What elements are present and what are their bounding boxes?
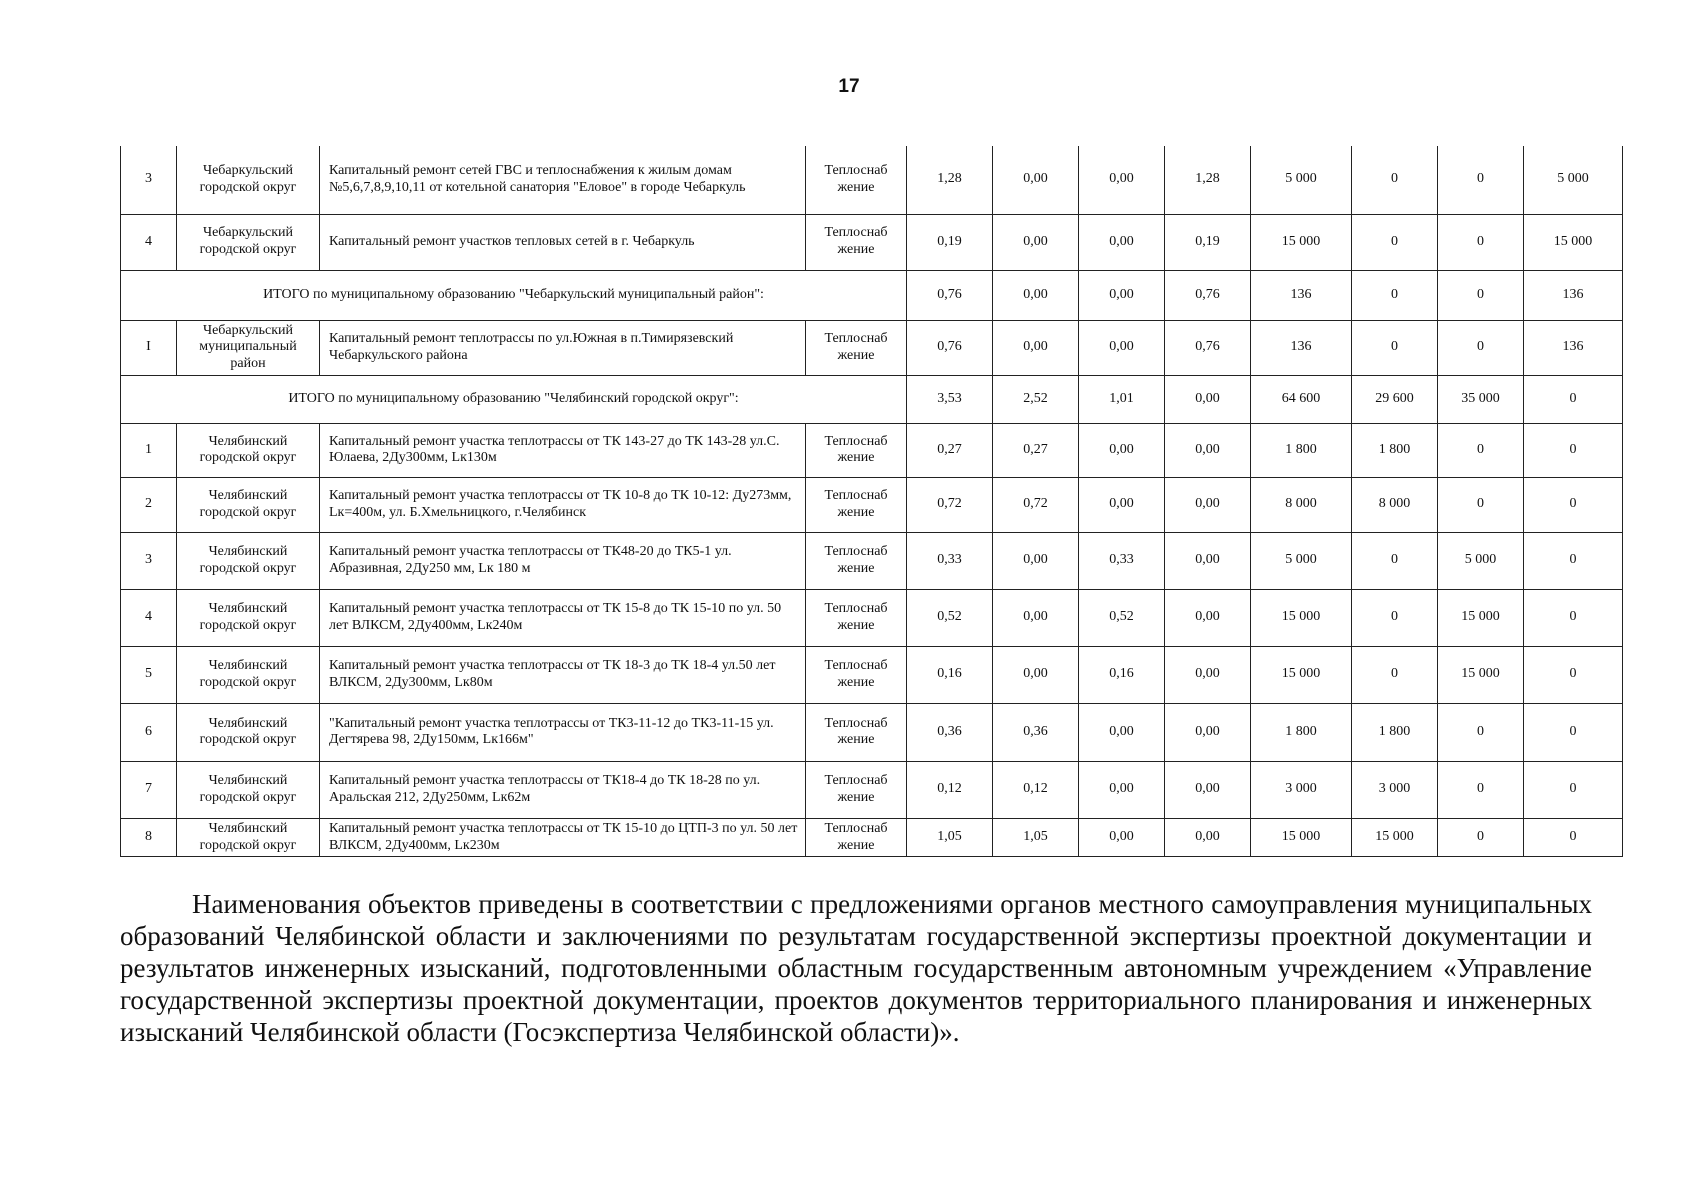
row-number-cell: 4: [121, 214, 177, 270]
value-cell: 0,00: [1079, 703, 1165, 761]
value-cell: 8 000: [1352, 477, 1438, 532]
value-cell: 15 000: [1251, 214, 1352, 270]
table-row: [121, 320, 1623, 375]
object-name-cell: Капитальный ремонт участков тепловых сетей в г. Чебаркуль: [320, 214, 806, 270]
value-cell: 3 000: [1352, 761, 1438, 818]
value-cell: 5 000: [1251, 532, 1352, 589]
row-number-cell: 1: [121, 423, 177, 477]
work-type-cell: Теплоснаб жение: [806, 214, 907, 270]
municipality-cell: Чебаркульский городской округ: [177, 146, 320, 214]
municipality-cell: Челябинский городской округ: [177, 646, 320, 703]
value-cell: 0: [1438, 320, 1524, 375]
value-cell: 3,53: [907, 375, 993, 423]
value-cell: 0: [1352, 320, 1438, 375]
value-cell: 1 800: [1352, 703, 1438, 761]
row-number-cell: I: [121, 320, 177, 375]
value-cell: 0,76: [907, 320, 993, 375]
value-cell: 1,28: [907, 146, 993, 214]
total-label-cell: ИТОГО по муниципальному образованию "Челябинский городской округ":: [121, 375, 907, 423]
value-cell: 0: [1524, 477, 1623, 532]
value-cell: 0,00: [1165, 423, 1251, 477]
value-cell: 1,01: [1079, 375, 1165, 423]
table-row: [121, 423, 1623, 477]
value-cell: 0,12: [907, 761, 993, 818]
value-cell: 0,00: [993, 146, 1079, 214]
value-cell: 5 000: [1438, 532, 1524, 589]
value-cell: 0: [1438, 214, 1524, 270]
object-name-cell: Капитальный ремонт участка теплотрассы от ТК 15-8 до ТК 15-10 по ул. 50 лет ВЛКСМ, 2Ду400мм, Lк240м: [320, 589, 806, 646]
row-number-cell: 7: [121, 761, 177, 818]
value-cell: 0,00: [1165, 477, 1251, 532]
value-cell: 0,76: [1165, 320, 1251, 375]
value-cell: 136: [1251, 320, 1352, 375]
work-type-cell: Теплоснаб жение: [806, 646, 907, 703]
value-cell: 15 000: [1524, 214, 1623, 270]
value-cell: 0: [1524, 818, 1623, 857]
value-cell: 0: [1524, 423, 1623, 477]
table-row: [121, 146, 1623, 214]
value-cell: 0,00: [1165, 532, 1251, 589]
value-cell: 0,00: [1079, 320, 1165, 375]
value-cell: 0,33: [907, 532, 993, 589]
value-cell: 1 800: [1251, 703, 1352, 761]
table-body: [121, 146, 1623, 857]
explanatory-paragraph: Наименования объектов приведены в соответствии с предложениями органов местного самоуправления муниципальных образований Челябинской области и заключениями по результатам государственной экспертизы проектной документации и результатов инженерных изысканий, подготовленными областным государственным автономным учреждением «Управление государственной экспертизы проектной документации, проектов документов территориального планирования и инженерных изысканий Челябинской области (Госэкспертиза Челябинской области)».: [120, 889, 1592, 1047]
work-type-cell: Теплоснаб жение: [806, 703, 907, 761]
value-cell: 0,76: [907, 270, 993, 320]
value-cell: 0,16: [1079, 646, 1165, 703]
municipality-cell: Чебаркульский муниципальный район: [177, 320, 320, 375]
value-cell: 0: [1438, 146, 1524, 214]
value-cell: 29 600: [1352, 375, 1438, 423]
value-cell: 0,00: [1165, 375, 1251, 423]
object-name-cell: Капитальный ремонт участка теплотрассы от ТК 15-10 до ЦТП-3 по ул. 50 лет ВЛКСМ, 2Ду400мм, Lк230м: [320, 818, 806, 857]
work-type-cell: Теплоснаб жение: [806, 818, 907, 857]
row-number-cell: 2: [121, 477, 177, 532]
work-type-cell: Теплоснаб жение: [806, 532, 907, 589]
value-cell: 0: [1524, 375, 1623, 423]
table-row: [121, 818, 1623, 857]
value-cell: 0,00: [993, 320, 1079, 375]
value-cell: 64 600: [1251, 375, 1352, 423]
work-type-cell: Теплоснаб жение: [806, 761, 907, 818]
object-name-cell: Капитальный ремонт участка теплотрассы от ТК 10-8 до ТК 10-12: Ду273мм, Lк=400м, ул. Б.Хмельницкого, г.Челябинск: [320, 477, 806, 532]
municipality-cell: Челябинский городской округ: [177, 477, 320, 532]
value-cell: 0,00: [1165, 589, 1251, 646]
value-cell: 0,00: [993, 214, 1079, 270]
municipality-cell: Челябинский городской округ: [177, 532, 320, 589]
value-cell: 0,72: [993, 477, 1079, 532]
value-cell: 0,00: [1079, 818, 1165, 857]
value-cell: 136: [1251, 270, 1352, 320]
value-cell: 0: [1524, 646, 1623, 703]
value-cell: 0,00: [1165, 761, 1251, 818]
value-cell: 0,00: [993, 532, 1079, 589]
municipality-cell: Челябинский городской округ: [177, 423, 320, 477]
objects-table: [120, 146, 1623, 857]
value-cell: 0: [1352, 146, 1438, 214]
objects-table-container: [120, 146, 1622, 857]
value-cell: 0,00: [993, 646, 1079, 703]
total-label-cell: ИТОГО по муниципальному образованию "Чебаркульский муниципальный район":: [121, 270, 907, 320]
row-number-cell: 8: [121, 818, 177, 857]
value-cell: 0,00: [1079, 146, 1165, 214]
value-cell: 5 000: [1524, 146, 1623, 214]
value-cell: 1 800: [1352, 423, 1438, 477]
value-cell: 136: [1524, 270, 1623, 320]
object-name-cell: Капитальный ремонт теплотрассы по ул.Южная в п.Тимирязевский Чебаркульского района: [320, 320, 806, 375]
value-cell: 0: [1438, 423, 1524, 477]
value-cell: 0,52: [1079, 589, 1165, 646]
municipality-cell: Челябинский городской округ: [177, 818, 320, 857]
work-type-cell: Теплоснаб жение: [806, 477, 907, 532]
work-type-cell: Теплоснаб жение: [806, 423, 907, 477]
work-type-cell: Теплоснаб жение: [806, 320, 907, 375]
object-name-cell: Капитальный ремонт участка теплотрассы от ТК 143-27 до ТК 143-28 ул.С. Юлаева, 2Ду300мм, Lк130м: [320, 423, 806, 477]
value-cell: 0: [1524, 703, 1623, 761]
value-cell: 0,19: [1165, 214, 1251, 270]
object-name-cell: "Капитальный ремонт участка теплотрассы от ТК3-11-12 до ТК3-11-15 ул. Дегтярева 98, 2Ду150мм, Lк166м": [320, 703, 806, 761]
value-cell: 15 000: [1251, 589, 1352, 646]
value-cell: 35 000: [1438, 375, 1524, 423]
row-number-cell: 5: [121, 646, 177, 703]
value-cell: 0,19: [907, 214, 993, 270]
row-number-cell: 6: [121, 703, 177, 761]
value-cell: 1,05: [993, 818, 1079, 857]
object-name-cell: Капитальный ремонт сетей ГВС и теплоснабжения к жилым домам №5,6,7,8,9,10,11 от котельной санатория "Еловое" в городе Чебаркуль: [320, 146, 806, 214]
value-cell: 136: [1524, 320, 1623, 375]
value-cell: 0,00: [993, 270, 1079, 320]
object-name-cell: Капитальный ремонт участка теплотрассы от ТК48-20 до ТК5-1 ул. Абразивная, 2Ду250 мм, Lк 180 м: [320, 532, 806, 589]
value-cell: 0: [1438, 270, 1524, 320]
value-cell: 8 000: [1251, 477, 1352, 532]
value-cell: 0,52: [907, 589, 993, 646]
value-cell: 0,00: [993, 589, 1079, 646]
table-row: [121, 532, 1623, 589]
value-cell: 3 000: [1251, 761, 1352, 818]
value-cell: 15 000: [1251, 646, 1352, 703]
value-cell: 0,00: [1079, 477, 1165, 532]
table-row: [121, 646, 1623, 703]
row-number-cell: 3: [121, 146, 177, 214]
municipality-cell: Челябинский городской округ: [177, 589, 320, 646]
value-cell: 0,00: [1079, 761, 1165, 818]
value-cell: 0,00: [1165, 818, 1251, 857]
value-cell: 15 000: [1438, 589, 1524, 646]
value-cell: 15 000: [1438, 646, 1524, 703]
value-cell: 5 000: [1251, 146, 1352, 214]
value-cell: 0: [1352, 532, 1438, 589]
value-cell: 0: [1438, 761, 1524, 818]
value-cell: 0: [1352, 646, 1438, 703]
value-cell: 0,27: [993, 423, 1079, 477]
value-cell: 15 000: [1352, 818, 1438, 857]
table-row: [121, 761, 1623, 818]
row-number-cell: 4: [121, 589, 177, 646]
object-name-cell: Капитальный ремонт участка теплотрассы от ТК18-4 до ТК 18-28 по ул. Аральская 212, 2Ду250мм, Lк62м: [320, 761, 806, 818]
value-cell: 0,33: [1079, 532, 1165, 589]
value-cell: 0: [1352, 214, 1438, 270]
table-row: [121, 703, 1623, 761]
value-cell: 0: [1352, 270, 1438, 320]
value-cell: 0,36: [907, 703, 993, 761]
page-number: 17: [838, 76, 860, 97]
table-row: [121, 477, 1623, 532]
value-cell: 0,16: [907, 646, 993, 703]
value-cell: 0,76: [1165, 270, 1251, 320]
value-cell: 0,12: [993, 761, 1079, 818]
value-cell: 0,72: [907, 477, 993, 532]
total-row: [121, 270, 1623, 320]
value-cell: 0,00: [1079, 214, 1165, 270]
value-cell: 0: [1438, 477, 1524, 532]
object-name-cell: Капитальный ремонт участка теплотрассы от ТК 18-3 до ТК 18-4 ул.50 лет ВЛКСМ, 2Ду300мм, Lк80м: [320, 646, 806, 703]
value-cell: 0,36: [993, 703, 1079, 761]
municipality-cell: Челябинский городской округ: [177, 703, 320, 761]
value-cell: 0,00: [1165, 646, 1251, 703]
work-type-cell: Теплоснаб жение: [806, 146, 907, 214]
value-cell: 15 000: [1251, 818, 1352, 857]
municipality-cell: Челябинский городской округ: [177, 761, 320, 818]
table-row: [121, 589, 1623, 646]
work-type-cell: Теплоснаб жение: [806, 589, 907, 646]
value-cell: 0: [1352, 589, 1438, 646]
value-cell: 0: [1524, 761, 1623, 818]
value-cell: 0,00: [1165, 703, 1251, 761]
value-cell: 0,27: [907, 423, 993, 477]
table-row: [121, 214, 1623, 270]
municipality-cell: Чебаркульский городской округ: [177, 214, 320, 270]
row-number-cell: 3: [121, 532, 177, 589]
value-cell: 0: [1438, 818, 1524, 857]
value-cell: 0: [1524, 589, 1623, 646]
value-cell: 0: [1438, 703, 1524, 761]
value-cell: 0,00: [1079, 423, 1165, 477]
value-cell: 1,05: [907, 818, 993, 857]
value-cell: 1,28: [1165, 146, 1251, 214]
value-cell: 0: [1524, 532, 1623, 589]
value-cell: 1 800: [1251, 423, 1352, 477]
total-row: [121, 375, 1623, 423]
value-cell: 0,00: [1079, 270, 1165, 320]
value-cell: 2,52: [993, 375, 1079, 423]
